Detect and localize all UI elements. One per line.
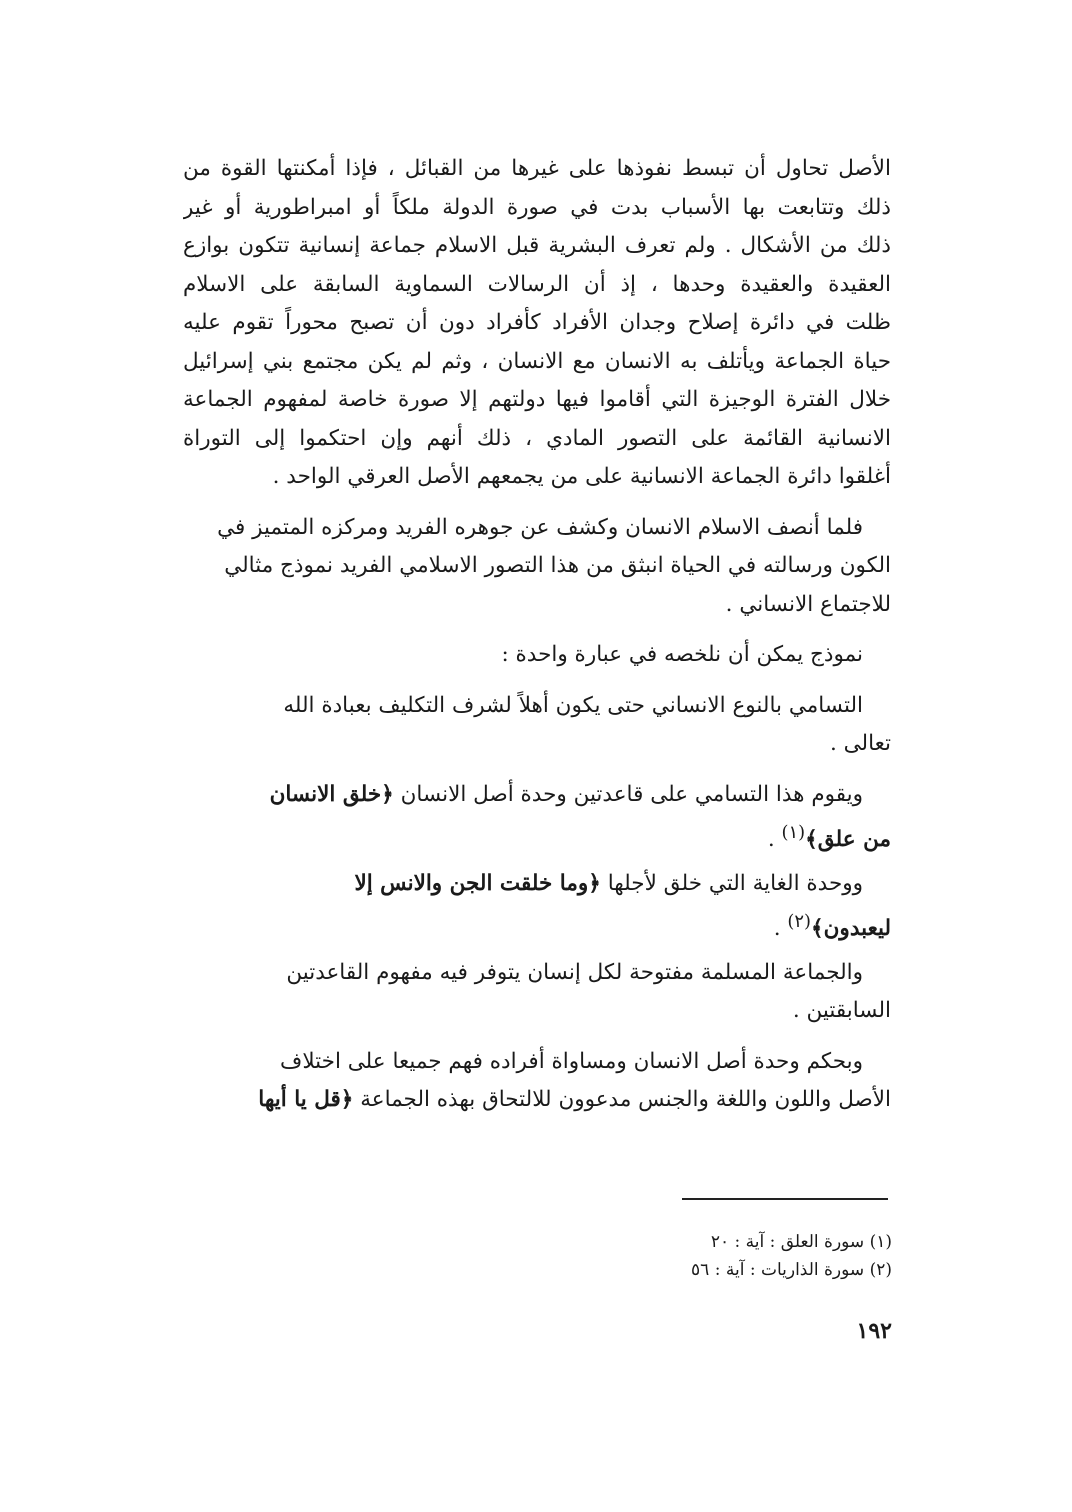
paragraph-7 xyxy=(183,954,891,1031)
quran-quote: ليعبدون﴾ xyxy=(811,916,891,942)
text-line: فلما أنصف الاسلام الانسان وكشف عن جوهره الفريد ومركزه المتميز في xyxy=(217,514,863,540)
text-line: حياة الجماعة ويأتلف به الانسان مع الانسان ، وثم لم يكن مجتمع بني إسرائيل xyxy=(183,348,891,374)
paragraph-gap xyxy=(183,853,891,865)
paragraph-gap xyxy=(183,675,891,687)
text-line: تعالى . xyxy=(829,731,891,756)
plain-text: الأصل واللون واللغة والجنس مدعوون للالتحاق بهذه الجماعة xyxy=(353,1087,891,1112)
quran-quote: ﴿قل يا أيها xyxy=(258,1087,354,1112)
paragraph-2 xyxy=(183,509,891,625)
paragraph-3 xyxy=(183,636,891,675)
text-line: وبحكم وحدة أصل الانسان ومساواة أفراده فهم جميعا على اختلاف xyxy=(280,1048,863,1074)
text-line: نموذج يمكن أن نلخصه في عبارة واحدة : xyxy=(501,642,863,667)
footnote-separator xyxy=(682,1198,888,1200)
text-line: التسامي بالنوع الانساني حتى يكون أهلاً لشرف التكليف بعبادة الله xyxy=(283,692,863,718)
text-line xyxy=(183,776,891,815)
footnote-ref: (٢) xyxy=(787,911,812,932)
text-line: ذلك وتتابعت بها الأسباب بدت في صورة الدولة ملكاً أو امبراطورية أو غير xyxy=(183,194,891,220)
page-number: ١٩٢ xyxy=(856,1318,892,1344)
plain-text: . xyxy=(773,916,788,942)
text-line: ظلت في دائرة إصلاح وجدان الأفراد كأفراد دون أن تصبح محوراً تقوم عليه xyxy=(183,310,891,335)
plain-text: . xyxy=(767,827,782,853)
plain-text: ويقوم هذا التسامي على قاعدتين وحدة أصل الانسان xyxy=(393,781,863,807)
footnote: (٢) سورة الذاريات : آية : ٥٦ xyxy=(691,1260,892,1280)
text-line: الانسانية القائمة على التصور المادي ، ذلك أنهم وإن احتكموا إلى التوراة xyxy=(183,425,891,451)
text-line: والجماعة المسلمة مفتوحة لكل إنسان يتوفر فيه مفهوم القاعدتين xyxy=(286,959,863,985)
paragraph-1 xyxy=(183,150,891,497)
paragraph-gap xyxy=(183,942,891,954)
paragraph-gap xyxy=(183,1031,891,1043)
paragraph-4 xyxy=(183,687,891,764)
text-line: العقيدة والعقيدة وحدها ، إذ أن الرسالات السماوية السابقة على الاسلام xyxy=(183,271,891,297)
paragraph-8 xyxy=(183,1043,891,1120)
text-line xyxy=(183,814,891,853)
text-line: خلال الفترة الوجيزة التي أقاموا فيها دولتهم إلا صورة خاصة لمفهوم الجماعة xyxy=(183,387,891,412)
text-line: السابقتين . xyxy=(792,998,891,1023)
footnote-ref: (١) xyxy=(781,822,806,843)
paragraph-5 xyxy=(183,776,891,853)
text-line xyxy=(183,903,891,942)
text-line: الكون ورسالته في الحياة انبثق من هذا التصور الاسلامي الفريد نموذج مثالي xyxy=(224,553,891,578)
quran-quote: ﴿خلق الانسان xyxy=(269,781,394,807)
footnote: (١) سورة العلق : آية : ٢٠ xyxy=(710,1232,892,1252)
text-line: ذلك من الأشكال . ولم تعرف البشرية قبل الاسلام جماعة إنسانية تتكون بوازع xyxy=(183,233,891,258)
paragraph-6 xyxy=(183,865,891,942)
paragraph-gap xyxy=(183,624,891,636)
paragraph-gap xyxy=(183,764,891,776)
plain-text: ووحدة الغاية التي خلق لأجلها xyxy=(600,870,863,896)
text-line: للاجتماع الانساني . xyxy=(725,591,891,617)
text-line: الأصل تحاول أن تبسط نفوذها على غيرها من القبائل ، فإذا أمكنتها القوة من xyxy=(183,156,891,181)
paragraph-gap xyxy=(183,497,891,509)
text-line xyxy=(183,865,891,904)
text-line: أغلقوا دائرة الجماعة الانسانية على من يجمعهم الأصل العرقي الواحد . xyxy=(272,464,891,489)
footnotes xyxy=(592,1228,892,1284)
quran-quote: ﴿وما خلقت الجن والانس إلا xyxy=(354,870,601,896)
quran-quote: من علق﴾ xyxy=(805,827,891,853)
main-text xyxy=(183,150,891,1120)
text-line xyxy=(183,1081,891,1120)
